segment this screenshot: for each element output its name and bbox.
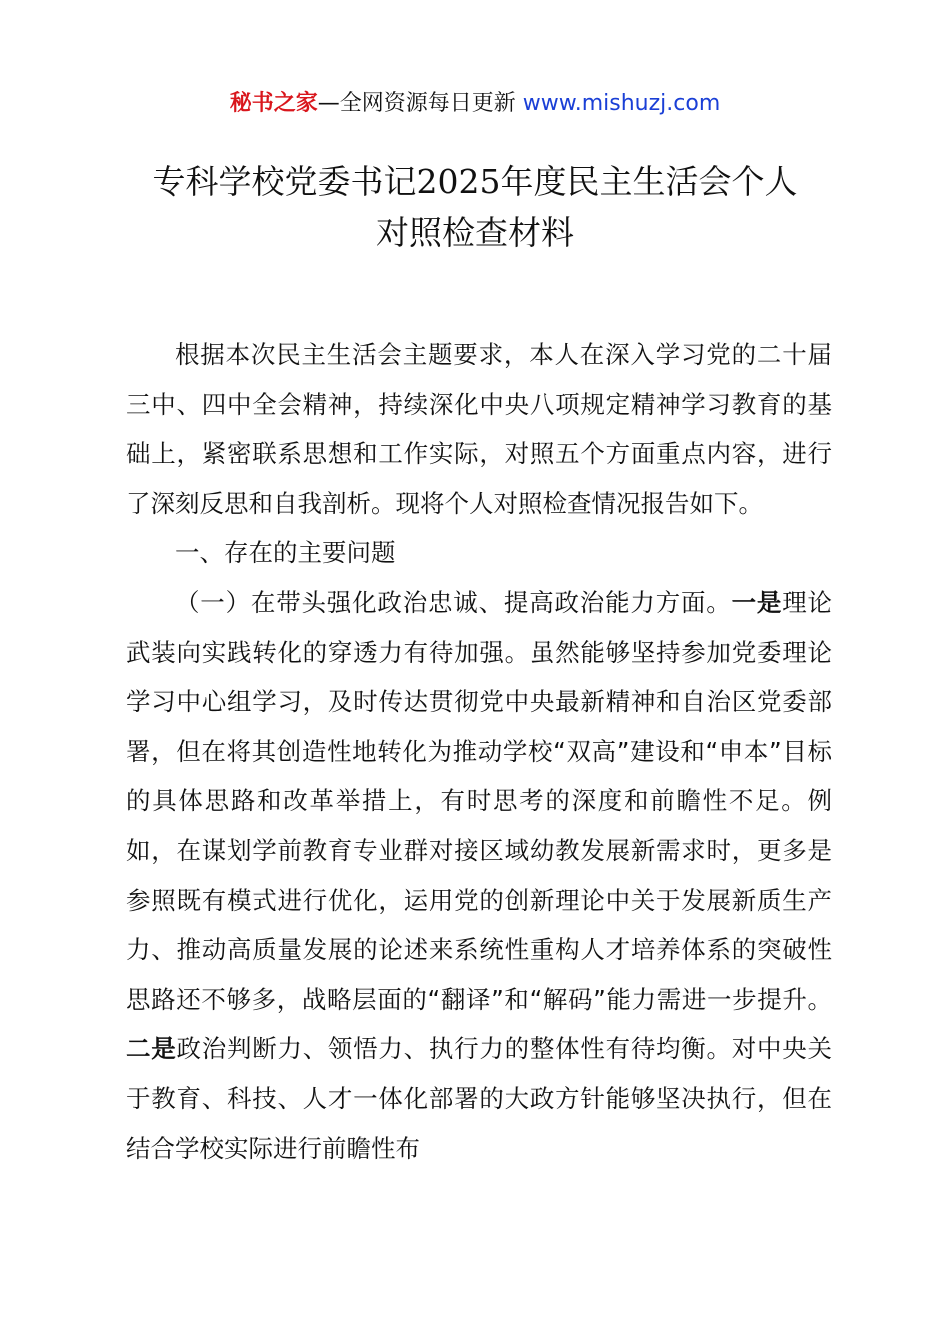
section-heading: 一、存在的主要问题: [175, 538, 396, 568]
title-line-2: 对照检查材料: [376, 213, 574, 252]
site-brand: 秘书之家: [229, 91, 318, 116]
site-url-link[interactable]: www.mishuzj.com: [522, 91, 721, 116]
site-header: [0, 88, 950, 120]
intro-paragraph: 根据本次民主生活会主题要求，本人在深入学习党的二十届三中、四中全会精神，持续深化中央八项规定精神学习教育的基础上，紧密联系思想和工作实际，对照五个方面重点内容，进行了深刻反思和自我剖析。现将个人对照检查情况报告如下。: [126, 340, 832, 518]
site-tagline: —全网资源每日更新: [317, 91, 516, 116]
subsection-heading: （一）在带头强化政治忠诚、提高政治能力方面。: [175, 587, 732, 617]
title-line-1: 专科学校党委书记2025年度民主生活会个人: [152, 162, 798, 201]
document-title: [100, 156, 850, 258]
document-body: [126, 330, 832, 1173]
point-1-text: 理论武装向实践转化的穿透力有待加强。虽然能够坚持参加党委理论学习中心组学习，及时传达贯彻党中央最新精神和自治区党委部署，但在将其创造性地转化为推动学校“双高”建设和“申本”目标的具体思路和改革举措上，有时思考的深度和前瞻性不足。例如，在谋划学前教育专业群对接区域幼教发展新需求时，更多是参照既有模式进行优化，运用党的创新理论中关于发展新质生产力、推动高质量发展的论述来系统性重构人才培养体系的突破性思路还不够多，战略层面的“翻译”和“解码”能力需进一步提升。: [126, 587, 833, 1014]
point-2-text: 政治判断力、领悟力、执行力的整体性有待均衡。对中央关于教育、科技、人才一体化部署的大政方针能够坚决执行，但在结合学校实际进行前瞻性布: [126, 1034, 833, 1163]
point-2-label: 二是: [126, 1034, 177, 1064]
point-1-label: 一是: [731, 587, 783, 617]
subsection-paragraph: [126, 578, 832, 1173]
